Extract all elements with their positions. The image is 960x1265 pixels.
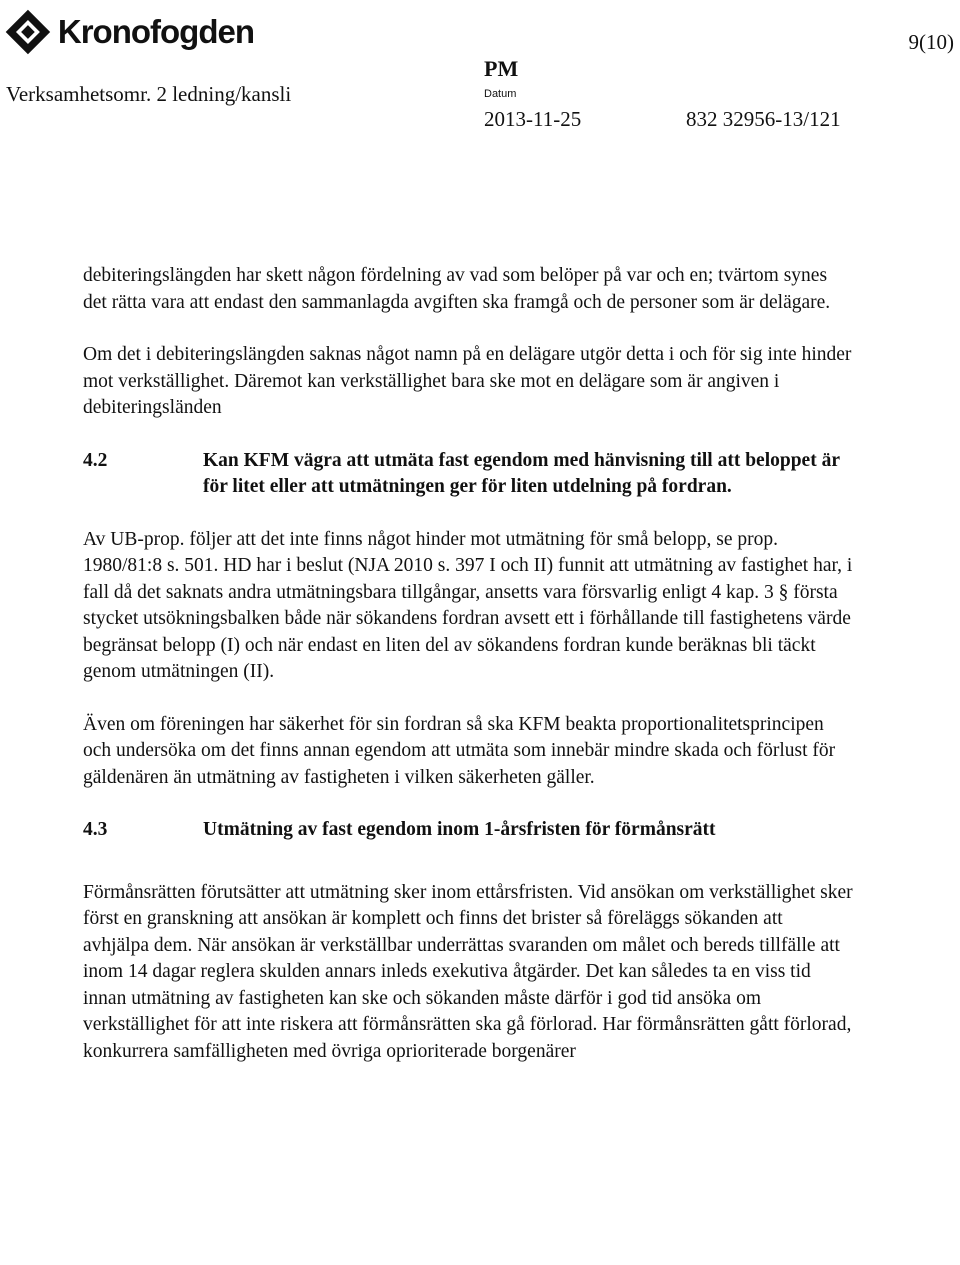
organizational-unit: Verksamhetsomr. 2 ledning/kansli	[6, 82, 292, 106]
section-title: Kan KFM vägra att utmäta fast egendom med hänvisning till att beloppet är för litet eller att utmätningen ger för liten utdelning på fordran.	[203, 449, 840, 497]
paragraph-5: Förmånsrätten förutsätter att utmätning sker inom ettårsfristen. Vid ansökan om verkställighet sker först en granskning att ansökan är komplett och finns det brister så föreläggs sökanden att avhjälpa dem. När ansökan är verkställbar underrättas svaranden om målet och bereds tillfälle att inom 14 dagar reglera skulden annars inleds exekutiva åtgärder. Det kan således ta en viss tid innan utmätning av fastigheten kan ske och sökanden måste därför i god tid ansöka om verkställighet för att inte riskera att förmånsrätten ska gå förlorad. Har förmånsrätten gått förlorad, konkurrera samfälligheten med övriga oprioriterade borgenärer	[83, 881, 853, 1062]
section-number: 4.3	[83, 819, 108, 840]
section-title: Utmätning av fast egendom inom 1-årsfristen för förmånsrätt	[203, 819, 716, 840]
document-reference: 832 32956-13/121	[686, 107, 841, 131]
document-type: PM	[484, 56, 519, 81]
paragraph-2: Om det i debiteringslängden saknas något namn på en delägare utgör detta i och för sig inte hinder mot verkställighet. Däremot kan verkställighet bara ske mot en delägare som är angiven i debiteringsländen	[83, 344, 852, 418]
kronofogden-diamond-icon	[4, 4, 52, 60]
date-label: Datum	[484, 88, 517, 100]
page-number: 9(10)	[908, 30, 954, 54]
section-number: 4.2	[83, 449, 108, 471]
document-body	[83, 263, 853, 1091]
document-date: 2013-11-25	[484, 107, 582, 131]
section-heading-4-2	[83, 448, 853, 501]
kronofogden-logo	[4, 2, 254, 62]
paragraph-1: debiteringslängden har skett någon fördelning av vad som belöper på var och en; tvärtom synes det rätta vara att endast den sammanlagda avgiften ska framgå och de personer som är delägare.	[83, 265, 831, 313]
paragraph-3: Av UB-prop. följer att det inte finns något hinder mot utmätning för små belopp, se prop. 1980/81:8 s. 501. HD har i beslut (NJA 2010 s. 397 I och II) funnit att utmätning av fastighet har, i fall då det saknats andra utmätningsbara tillgångar, ansetts vara försvarlig enligt 4 kap. 3 § första stycket utsökningsbalken både när sökandens fordran avsett ett i förhållande till fastighetens värde begränsat belopp (I) och när endast en liten del av sökandens fordran kunde beräknas bli täckt genom utmätningen (II).	[83, 528, 853, 682]
section-heading-4-3	[83, 817, 853, 844]
paragraph-4: Även om föreningen har säkerhet för sin fordran så ska KFM beakta proportionalitetsprincipen och undersöka om det finns annan egendom att utmäta som innebär mindre skada och förlust för gäldenären än utmätning av fastigheten i vilken säkerheten gäller.	[83, 713, 836, 788]
logo-text: Kronofogden	[57, 13, 254, 50]
